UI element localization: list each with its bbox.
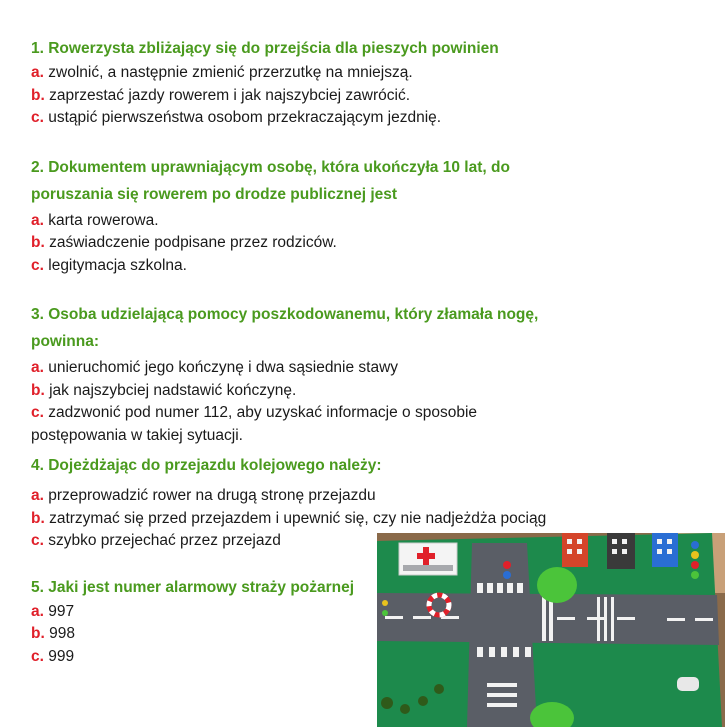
answer-text: 998 [49, 625, 75, 642]
question-3 [31, 301, 711, 447]
answer-letter: c. [31, 647, 44, 665]
road-vertical [467, 543, 537, 727]
question-2-title-line2: poruszania się rowerem po drodze publicznej jest [31, 185, 398, 203]
question-4-title: 4. Dojeżdżając do przejazdu kolejowego należy: [31, 457, 382, 474]
answer-letter: c. [31, 404, 44, 421]
answer-text: ustąpić pierwszeństwa osobom przekraczającym jezdnię. [48, 109, 442, 126]
answer-text: karta rowerowa. [48, 211, 159, 229]
answer-text: legitymacja szkolna. [48, 256, 187, 274]
answer-letter: b. [31, 381, 45, 399]
answer-text: zatrzymać się przed przejazdem i upewnić się, czy nie nadjeżdża pociąg [49, 509, 547, 527]
answer-text: zaprzestać jazdy rowerem i jak najszybciej zawrócić. [49, 86, 411, 104]
answer-letter: c. [31, 532, 44, 549]
answer-letter: b. [31, 86, 45, 104]
small-object [677, 677, 699, 691]
question-2-title [31, 154, 711, 208]
answer-2a [31, 210, 711, 233]
answer-letter: a. [31, 359, 44, 376]
answer-text: 997 [48, 602, 75, 620]
answer-letter: b. [31, 234, 45, 251]
building-red [562, 533, 588, 567]
answer-letter: b. [31, 509, 45, 527]
question-1-title: 1. Rowerzysta zbliżający się do przejścia dla pieszych powinien [31, 40, 499, 57]
answer-letter: a. [31, 602, 44, 620]
answer-text: jak najszybciej nadstawić kończynę. [49, 381, 297, 399]
question-3-title-line1: 3. Osoba udzielającą pomocy poszkodowanemu, który złamała nogę, [31, 306, 539, 323]
question-1 [31, 38, 711, 130]
answer-letter: c. [31, 256, 44, 274]
traffic-model-photo-drawing [377, 533, 725, 727]
building-dark [607, 533, 635, 569]
answer-text-continued: postępowania w takiej sytuacji. [31, 426, 243, 444]
building-blue [652, 533, 678, 567]
answer-letter: a. [31, 64, 44, 81]
answer-text: unieruchomić jego kończynę i dwa sąsiednie stawy [48, 359, 399, 376]
answer-3b [31, 380, 711, 403]
question-5-title: 5. Jaki jest numer alarmowy straży pożarnej [31, 578, 355, 596]
answer-text: zaświadczenie podpisane przez rodziców. [49, 234, 337, 251]
answer-letter: c. [31, 109, 44, 126]
answer-text: przeprowadzić rower na drugą stronę przejazdu [48, 487, 376, 504]
answer-1a [31, 62, 711, 85]
answer-3c [31, 402, 711, 447]
question-2 [31, 154, 711, 278]
red-cross-bar [417, 553, 435, 559]
question-3-title [31, 301, 711, 355]
answer-text: zwolnić, a następnie zmienić przerzutkę na mniejszą. [48, 64, 413, 81]
answer-text: 999 [48, 647, 75, 665]
bush [537, 567, 577, 603]
question-2-title-line1: 2. Dokumentem uprawniającym osobę, która ukończyła 10 lat, do [31, 158, 510, 176]
answer-letter: b. [31, 625, 45, 642]
answer-1c [31, 107, 711, 130]
traffic-model-photo [377, 533, 725, 727]
answer-text: zadzwonić pod numer 112, aby uzyskać informacje o sposobie [48, 404, 478, 421]
answer-4a [31, 485, 711, 508]
answer-3a [31, 357, 711, 380]
answer-1b [31, 85, 711, 108]
answer-letter: a. [31, 487, 44, 504]
answer-text: szybko przejechać przez przejazd [48, 532, 281, 549]
question-3-title-line2: powinna: [31, 333, 100, 350]
answer-4b [31, 508, 711, 531]
answer-letter: a. [31, 211, 44, 229]
answer-2c [31, 255, 711, 278]
answer-2b [31, 232, 711, 255]
